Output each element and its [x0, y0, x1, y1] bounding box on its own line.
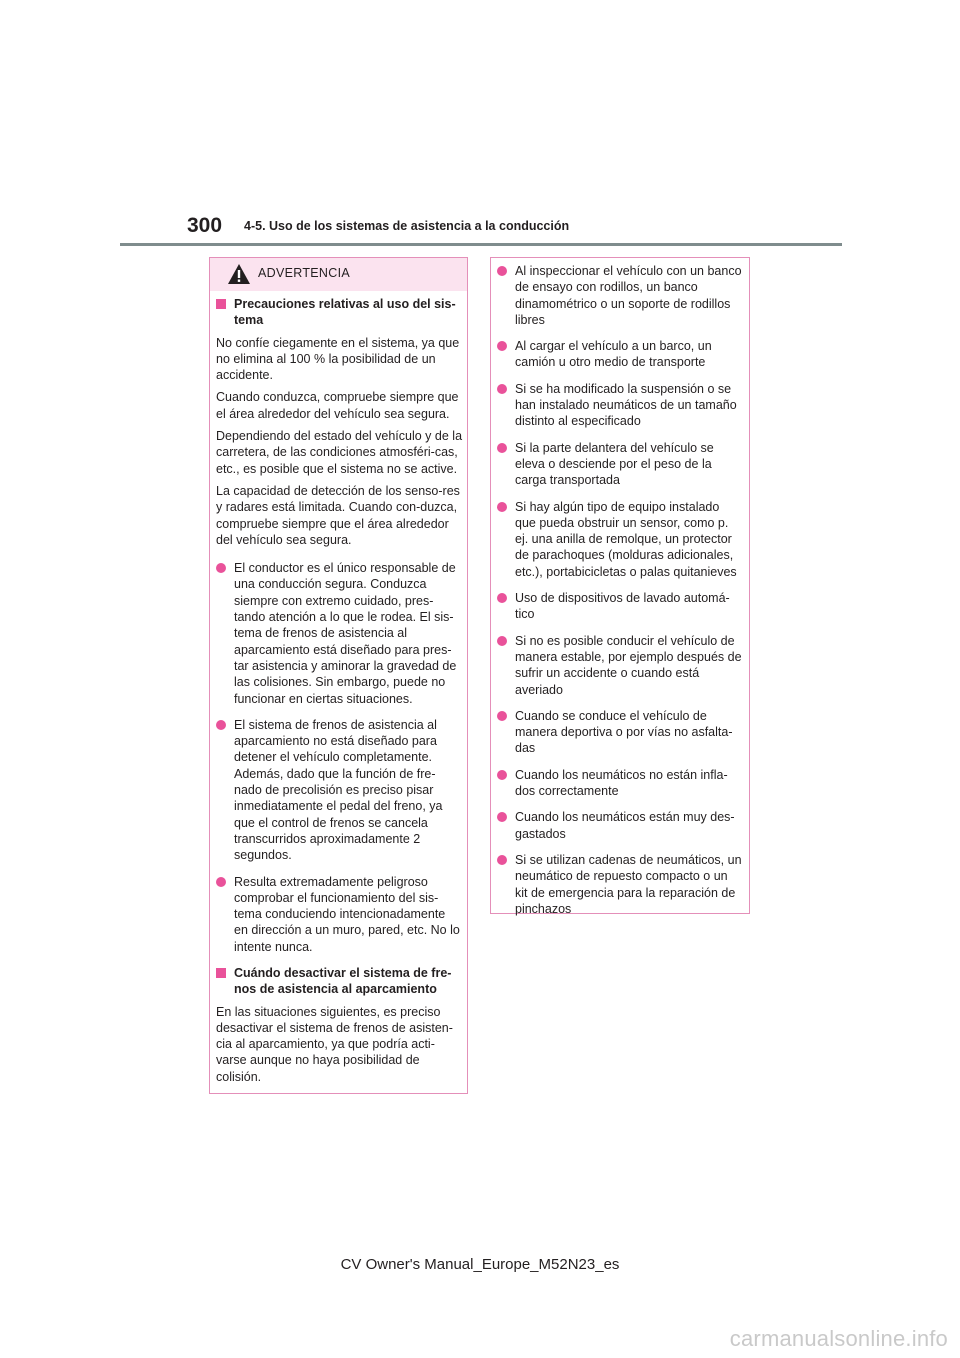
circle-bullet-icon — [497, 812, 507, 822]
list-item: Cuando los neumáticos están muy des-gastados — [497, 809, 743, 842]
list-item: El sistema de frenos de asistencia al aparcamiento no está diseñado para detener el vehículo completamente. Además, dado que la función de fre-nado de precolisión es preciso pisar inmediatamente el pedal del freno, ya que el control de frenos se cancela transcurridos aproximadamente 2 segundos. — [216, 717, 462, 864]
conditions-list — [497, 263, 743, 927]
list-item: Si se ha modificado la suspensión o se han instalado neumáticos de un tamaño distinto al especificado — [497, 381, 743, 430]
list-item: Si la parte delantera del vehículo se eleva o desciende por el peso de la carga transportada — [497, 440, 743, 489]
circle-bullet-icon — [216, 720, 226, 730]
section-heading: Cuándo desactivar el sistema de fre-nos de asistencia al aparcamiento — [216, 965, 462, 998]
circle-bullet-icon — [216, 877, 226, 887]
list-item: Si no es posible conducir el vehículo de manera estable, por ejemplo después de sufrir un accidente o cuando está averiado — [497, 633, 743, 698]
list-item: Al cargar el vehículo a un barco, un camión u otro medio de transporte — [497, 338, 743, 371]
footer-manual-name: CV Owner's Manual_Europe_M52N23_es — [340, 1256, 620, 1273]
square-bullet-icon — [216, 299, 226, 309]
paragraph: La capacidad de detección de los senso-res y radares está limitada. Cuando con-duzca, compruebe siempre que el área alrededor del vehículo sea segura. — [216, 483, 460, 547]
header-divider — [120, 243, 842, 246]
circle-bullet-icon — [497, 443, 507, 453]
paragraph: Cuando conduzca, compruebe siempre que el área alrededor del vehículo sea segura. — [216, 390, 459, 421]
circle-bullet-icon — [497, 636, 507, 646]
warning-header — [210, 258, 467, 291]
section-title: 4-5. Uso de los sistemas de asistencia a la conducción — [244, 219, 570, 233]
list-item: Cuando los neumáticos no están infla-dos correctamente — [497, 767, 743, 800]
list-item: Cuando se conduce el vehículo de manera deportiva o por vías no asfalta-das — [497, 708, 743, 757]
circle-bullet-icon — [497, 341, 507, 351]
square-bullet-icon — [216, 968, 226, 978]
circle-bullet-icon — [497, 502, 507, 512]
page-header — [0, 0, 960, 250]
list-item: Si se utilizan cadenas de neumáticos, un neumático de repuesto compacto o un kit de emergencia para la reparación de pinchazos — [497, 852, 743, 917]
circle-bullet-icon — [497, 384, 507, 394]
paragraph: Dependiendo del estado del vehículo y de la carretera, de las condiciones atmosféri-cas, etc., es posible que el sistema no se active. — [216, 429, 463, 476]
circle-bullet-icon — [497, 770, 507, 780]
circle-bullet-icon — [497, 855, 507, 865]
circle-bullet-icon — [497, 711, 507, 721]
list-item: Al inspeccionar el vehículo con un banco de ensayo con rodillos, un banco dinamométrico o un soporte de rodillos libres — [497, 263, 743, 328]
circle-bullet-icon — [497, 266, 507, 276]
paragraph: No confíe ciegamente en el sistema, ya que no elimina al 100 % la posibilidad de un accidente. — [216, 335, 460, 383]
section-heading: Precauciones relativas al uso del sis-tema — [216, 296, 462, 329]
watermark: carmanualsonline.info — [729, 1326, 948, 1351]
circle-bullet-icon — [216, 563, 226, 573]
conditions-box — [490, 257, 750, 914]
circle-bullet-icon — [497, 593, 507, 603]
warning-content — [216, 296, 462, 1091]
warning-triangle-icon — [227, 263, 251, 285]
page-number: 300 — [187, 214, 223, 237]
list-item: Si hay algún tipo de equipo instalado que pueda obstruir un sensor, como p. ej. una anilla de remolque, un protector de parachoques (molduras adicionales, etc.), portabicicletas o palas quitanieves — [497, 499, 743, 580]
list-item: El conductor es el único responsable de una conducción segura. Conduzca siempre con extremo cuidado, pres-tando atención a lo que le rodea. El sis-tema de frenos de asistencia al aparcamiento está diseñado para pres-tar asistencia y aminorar la gravedad de las colisiones. Sin embargo, puede no funcionar en ciertas situaciones. — [216, 560, 462, 707]
warning-box — [209, 257, 468, 1094]
paragraph: En las situaciones siguientes, es preciso desactivar el sistema de frenos de asisten-cia al aparcamiento, ya que podría acti-varse aunque no haya posibilidad de colisión. — [216, 1004, 453, 1084]
warning-title: ADVERTENCIA — [258, 266, 350, 280]
list-item: Resulta extremadamente peligroso comprobar el funcionamiento del sis-tema conduciendo intencionadamente en dirección a un muro, pared, etc. No lo intente nunca. — [216, 874, 462, 955]
list-item: Uso de dispositivos de lavado automá-tico — [497, 590, 743, 623]
